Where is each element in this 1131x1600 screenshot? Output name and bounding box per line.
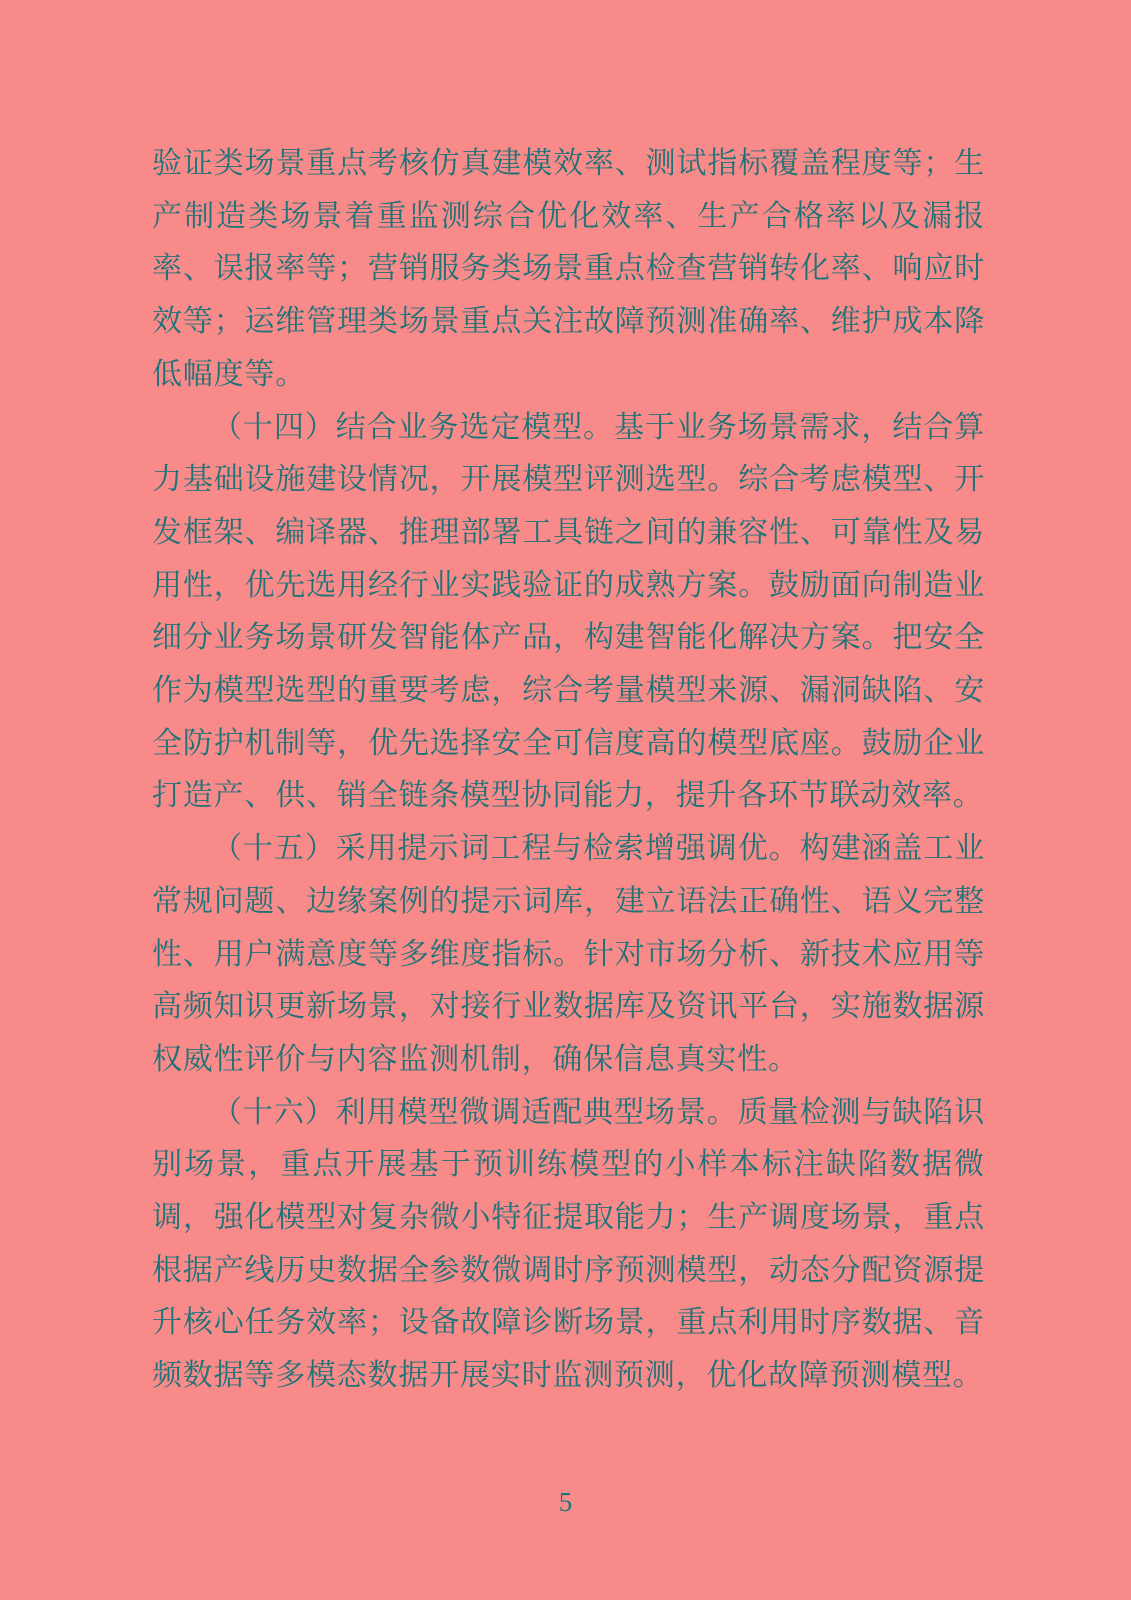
document-body — [152, 138, 985, 1403]
paragraph: 验证类场景重点考核仿真建模效率、测试指标覆盖程度等；生产制造类场景着重监测综合优化效率、生产合格率以及漏报率、误报率等；营销服务类场景重点检查营销转化率、响应时效等；运维管理类场景重点关注故障预测准确率、维护成本降低幅度等。 — [152, 147, 985, 391]
paragraph: （十六）利用模型微调适配典型场景。质量检测与缺陷识别场景，重点开展基于预训练模型的小样本标注缺陷数据微调，强化模型对复杂微小特征提取能力；生产调度场景，重点根据产线历史数据全参数微调时序预测模型，动态分配资源提升核心任务效率；设备故障诊断场景，重点利用时序数据、音频数据等多模态数据开展实时监测预测，优化故障预测模型。 — [152, 1095, 985, 1393]
page-footer — [0, 1487, 1131, 1600]
paragraph: （十五）采用提示词工程与检索增强调优。构建涵盖工业常规问题、边缘案例的提示词库，建立语法正确性、语义完整性、用户满意度等多维度指标。针对市场分析、新技术应用等高频知识更新场景，对接行业数据库及资讯平台，实施数据源权威性评价与内容监测机制，确保信息真实性。 — [152, 832, 985, 1076]
paragraph: （十四）结合业务选定模型。基于业务场景需求，结合算力基础设施建设情况，开展模型评测选型。综合考虑模型、开发框架、编译器、推理部署工具链之间的兼容性、可靠性及易用性，优先选用经行业实践验证的成熟方案。鼓励面向制造业细分业务场景研发智能体产品，构建智能化解决方案。把安全作为模型选型的重要考虑，综合考量模型来源、漏洞缺陷、安全防护机制等，优先选择安全可信度高的模型底座。鼓励企业打造产、供、销全链条模型协同能力，提升各环节联动效率。 — [152, 410, 985, 813]
page-number: 5 — [558, 1487, 573, 1517]
